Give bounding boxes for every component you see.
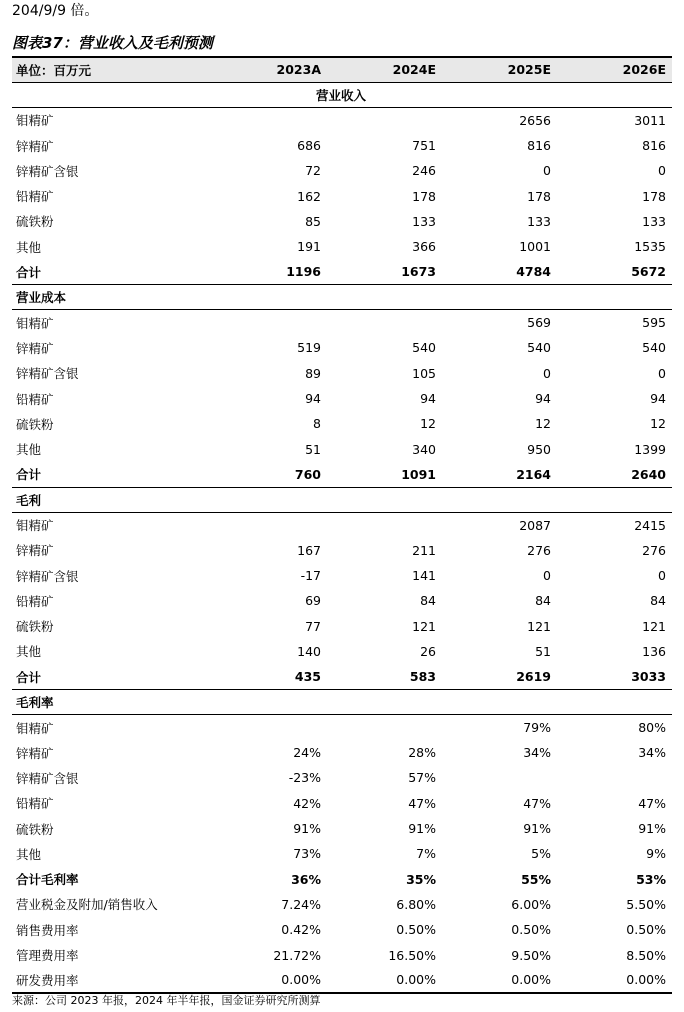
forecast-table [12,56,672,994]
row-value: 1091 [327,462,442,487]
row-value: 178 [642,188,666,204]
row-value: 53% [636,871,666,887]
row-label: 锌精矿含银 [16,366,79,382]
row-value: 1001 [519,239,551,255]
row-value: 1535 [634,239,666,255]
row-label: 硫铁粉 [16,416,54,432]
row-value: 366 [412,239,436,255]
row-value: 85 [305,213,321,229]
row-value: 84 [420,593,436,609]
row-value: 211 [412,542,436,558]
row-label: 锌精矿 [16,745,54,761]
row-value: 121 [527,618,551,634]
row-value: 0 [543,163,551,179]
row-value [327,108,442,133]
row-value: 0.50% [626,922,666,938]
table-row [12,436,672,461]
table-row [12,740,672,765]
row-value: 94 [535,391,551,406]
row-label: 锌精矿含银 [16,770,79,786]
row-value: 0 [658,365,666,381]
header-col-2023a: 2023A [276,62,321,78]
row-label: 硫铁粉 [16,214,54,230]
table-row [12,462,672,487]
table-row [12,158,672,183]
table-row [12,133,672,158]
row-label: 销售费用率 [16,922,79,938]
row-value: 84 [535,593,551,609]
row-value: 0.00% [557,968,672,993]
row-value: 94 [650,391,666,406]
table-row [12,310,672,335]
row-value: 5% [531,846,551,862]
row-value: 3011 [634,112,666,128]
row-label: 锌精矿含银 [16,568,79,584]
row-value: 9% [646,846,666,862]
row-label: 锌精矿 [16,138,54,154]
row-value [327,715,442,740]
row-label: 合计 [12,259,212,284]
row-value: 3033 [557,664,672,689]
row-value [557,765,672,790]
row-label: 钼精矿 [16,518,54,534]
row-value: 178 [527,188,551,204]
row-value: 47% [638,795,666,811]
row-value: 0.50% [511,922,551,938]
row-value: -17 [300,568,321,584]
table-row [12,563,672,588]
row-label: 其他 [16,239,42,255]
table-row [12,765,672,790]
table-row [12,512,672,537]
row-label: 锌精矿 [16,543,54,559]
row-value: 136 [642,643,666,659]
section-title: 营业成本 [12,285,672,310]
row-value: 276 [642,542,666,558]
row-label: 硫铁粉 [16,821,54,837]
table-row [12,867,672,892]
table-row [12,588,672,613]
row-value: 7% [416,846,436,862]
row-label: 锌精矿含银 [16,163,79,179]
row-value: 6.00% [511,896,551,912]
row-label: 管理费用率 [16,948,79,964]
row-value: 121 [412,618,436,634]
row-value: 133 [412,213,436,229]
row-value: 167 [297,542,321,558]
section-title-gross [12,487,672,512]
row-value: 162 [297,188,321,204]
table-row [12,841,672,866]
row-value: 540 [642,340,666,356]
row-value: 0 [543,365,551,381]
row-label: 研发费用率 [12,968,212,993]
row-label: 钼精矿 [16,720,54,736]
section-title: 毛利 [12,487,672,512]
row-value: 2640 [557,462,672,487]
row-value: 178 [412,188,436,204]
table-row [12,968,672,993]
row-value: 94 [305,391,321,406]
row-value: 2656 [519,112,551,128]
section-title: 毛利率 [12,689,672,714]
row-value [327,512,442,537]
row-value: 5672 [557,259,672,284]
header-col-2024e: 2024E [392,62,436,78]
row-value: 91% [293,821,321,837]
table-row [12,715,672,740]
row-label: 营业税金及附加/销售收入 [16,897,158,913]
header-col-2026e: 2026E [622,62,666,78]
table-row [12,386,672,411]
row-value [327,310,442,335]
row-value: 7.24% [281,896,321,912]
row-value: 1673 [327,259,442,284]
row-value: 80% [638,720,666,736]
row-value: 72 [305,163,321,179]
row-value: 140 [297,643,321,659]
row-value: 0 [658,163,666,179]
section-title-cost [12,285,672,310]
table-row [12,892,672,917]
row-value: 2087 [519,517,551,533]
row-label: 钼精矿 [16,113,54,129]
row-value [212,310,327,335]
row-label: 锌精矿 [16,340,54,356]
section-title-margin [12,689,672,714]
row-value: 2415 [634,517,666,533]
row-value: 1399 [634,441,666,457]
source-note: 来源：公司 2023 年报，2024 年半年报，国金证券研究所测算 [12,994,321,1007]
row-value: 69 [305,593,321,609]
row-value: 435 [212,664,327,689]
row-value: 121 [642,618,666,634]
row-value: 950 [527,441,551,457]
row-value: 191 [297,239,321,255]
row-value: 5.50% [626,896,666,912]
row-value: 4784 [442,259,557,284]
table-header-row [12,57,672,82]
row-value: 2619 [442,664,557,689]
row-value: 540 [412,340,436,356]
row-value: 0.00% [442,968,557,993]
row-value [442,765,557,790]
row-value: 26 [420,643,436,659]
row-value: 34% [523,745,551,761]
table-row [12,816,672,841]
row-label: 合计 [12,462,212,487]
row-value: 94 [420,391,436,406]
row-value: 77 [305,618,321,634]
row-value [212,512,327,537]
row-value: 816 [642,138,666,154]
row-value: 91% [408,821,436,837]
header-col-2025e: 2025E [507,62,551,78]
row-value: 133 [527,213,551,229]
row-value: 276 [527,542,551,558]
table-row [12,183,672,208]
row-label: 合计毛利率 [16,872,79,888]
table-row [12,538,672,563]
row-value: 246 [412,163,436,179]
row-value: 1196 [212,259,327,284]
row-value: 8.50% [626,947,666,963]
row-value: 0 [543,568,551,584]
table-row [12,209,672,234]
intro-text: 204/9/9 倍。 [12,3,99,19]
row-value: 6.80% [396,896,436,912]
row-value: 141 [412,568,436,584]
row-value: 105 [412,365,436,381]
row-value: 47% [523,795,551,811]
row-value: 519 [297,340,321,356]
row-value [212,715,327,740]
row-value: 47% [408,795,436,811]
section-title-revenue [12,82,672,107]
row-label: 铅精矿 [16,593,54,609]
figure-title: 图表37：营业收入及毛利预测 [12,34,213,52]
row-label: 其他 [16,442,42,458]
row-value: 24% [293,745,321,761]
row-value: 9.50% [511,947,551,963]
row-value: 57% [408,770,436,786]
row-value: 51 [535,643,551,659]
row-value: 28% [408,745,436,761]
row-value: 816 [527,138,551,154]
row-label: 钼精矿 [16,315,54,331]
row-value: 34% [638,745,666,761]
row-value: 35% [406,871,436,887]
table-row [12,639,672,664]
row-value: -23% [288,770,321,786]
row-value: 42% [293,795,321,811]
row-value: 595 [642,315,666,331]
row-value: 8 [313,416,321,432]
header-unit: 单位：百万元 [16,62,92,78]
row-value: 0.00% [212,968,327,993]
row-label: 铅精矿 [16,796,54,812]
table-row [12,917,672,942]
row-label: 铅精矿 [16,189,54,205]
row-value: 0.00% [327,968,442,993]
table-row [12,259,672,284]
table-row [12,942,672,967]
row-value: 79% [523,720,551,736]
row-value: 540 [527,340,551,356]
row-value: 12 [535,416,551,432]
row-value: 84 [650,593,666,609]
table-row [12,108,672,133]
row-value: 12 [420,416,436,432]
row-value: 51 [305,441,321,457]
table-row [12,361,672,386]
row-value: 21.72% [273,947,321,963]
row-value: 2164 [442,462,557,487]
table-row [12,335,672,360]
row-value: 36% [291,871,321,887]
row-value: 751 [412,138,436,154]
row-value: 583 [327,664,442,689]
row-label: 其他 [16,644,42,660]
table-row [12,411,672,436]
row-value: 89 [305,365,321,381]
row-value: 91% [523,821,551,837]
row-value: 0.50% [396,922,436,938]
row-label: 硫铁粉 [16,619,54,635]
section-title: 营业收入 [12,82,672,107]
row-value: 133 [642,213,666,229]
row-value: 340 [412,441,436,457]
row-value: 16.50% [388,947,436,963]
row-label: 铅精矿 [16,391,54,407]
row-value: 55% [521,871,551,887]
row-value: 0.42% [281,922,321,938]
row-value: 73% [293,846,321,862]
row-label: 合计 [12,664,212,689]
row-value: 686 [297,138,321,154]
row-value: 760 [212,462,327,487]
row-value: 91% [638,821,666,837]
row-value: 569 [527,315,551,331]
table-row [12,791,672,816]
table-row [12,234,672,259]
row-value: 12 [650,416,666,432]
row-value [212,108,327,133]
row-value: 0 [658,568,666,584]
table-row [12,614,672,639]
row-label: 其他 [16,846,42,862]
table-row [12,664,672,689]
